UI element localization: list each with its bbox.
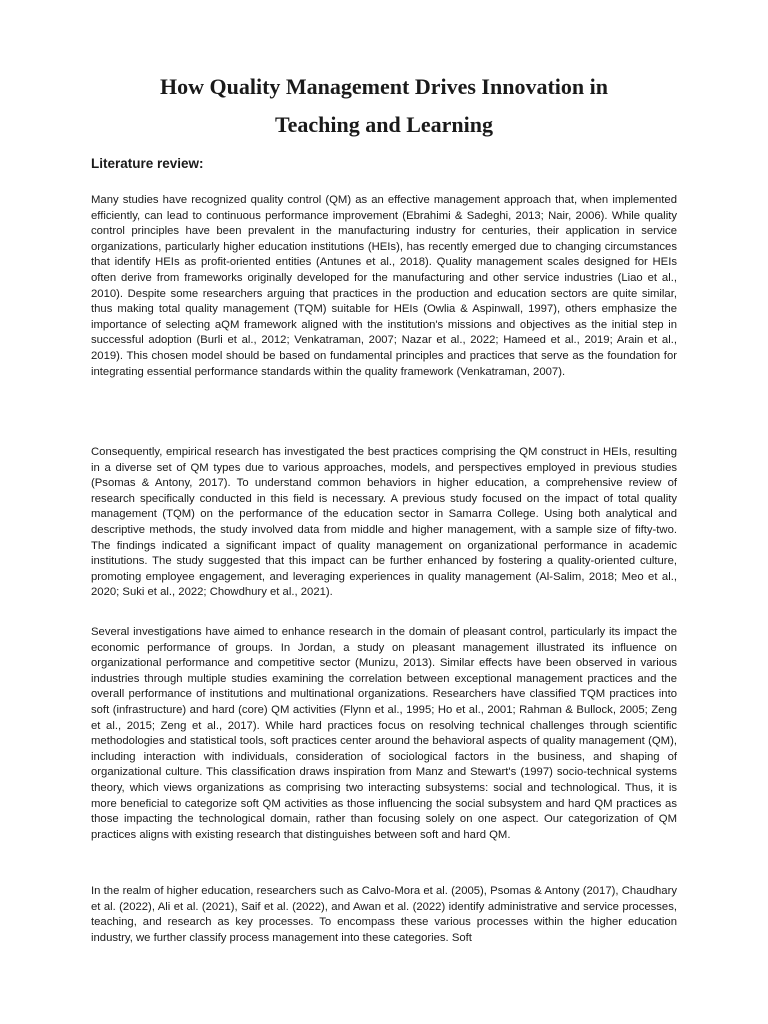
document-title-line-2: Teaching and Learning [274,112,494,137]
paragraph-4: In the realm of higher education, researchers such as Calvo-Mora et al. (2005), Psomas & Antony (2017), Chaudhary et al. (2022), Ali et al. (2021), Saif et al. (2022), and Awan et al. (2022) identify administrative and service processes, teaching, and research as key processes. To encompass these various processes within the higher education industry, we further classify process management into these categories. Soft [91,885,677,944]
document-title-line-1: How Quality Management Drives Innovation in [160,74,608,99]
paragraph-1: Many studies have recognized quality control (QM) as an effective management approach that, when implemented efficiently, can lead to continuous performance improvement (Ebrahimi & Sadeghi, 2013; Nair, 2006). While quality control principles have been prevalent in the manufacturing industry for centuries, their application in service organizations, particularly higher education institutions (HEIs), has recently emerged due to changing circumstances that identify HEIs as profit-oriented entities (Antunes et al., 2018). Quality management scales designed for HEIs often derive from frameworks originally developed for the manufacturing and other service industries (Liao et al., 2010). Despite some researchers arguing that practices in the production and education sectors are quite similar, thus making total quality management (TQM) suitable for HEIs (Owlia & Aspinwall, 1997), others emphasize the importance of selecting aQM framework aligned with the institution's missions and objectives as the initial step in successful adoption (Burli et al., 2012; Venkatraman, 2007; Nazar et al., 2022; Hameed et al., 2019; Arain et al., 2019). This chosen model should be based on fundamental principles and practices that serve as the foundation for integrating essential performance standards within the quality framework (Venkatraman, 2007). [91,194,677,378]
paragraph-3: Several investigations have aimed to enhance research in the domain of pleasant control, particularly its impact the economic performance of groups. In Jordan, a study on pleasant management illustrated its influence on organizational performance and competitive sector (Munizu, 2013). Similar effects have been observed in various industries through multiple studies examining the correlation between exceptional management practices and the overall performance of institutions and multinational organizations. Researchers have classified TQM practices into soft (infrastructure) and hard (core) QM activities (Flynn et al., 1995; Ho et al., 2001; Rahman & Bullock, 2005; Zeng et al., 2015; Zeng et al., 2017). While hard practices focus on resolving technical challenges through scientific methodologies and statistical tools, soft practices center around the behavioral aspects of quality management (QM), including interaction with individuals, consideration of sociological factors in the business, and shaping of organizational culture. This classification draws inspiration from Manz and Stewart's (1997) socio-technical systems theory, which views organizations as comprising two interacting subsystems: social and technological. Thus, it is more beneficial to categorize soft QM activities as those influencing the social subsystem and hard QM practices as those impacting the technological domain, rather than focusing solely on one aspect. Our categorization of QM practices aligns with existing research that distinguishes between soft and hard QM. [91,626,677,841]
section-heading: Literature review: [91,156,204,171]
paragraph-2: Consequently, empirical research has investigated the best practices comprising the QM construct in HEIs, resulting in a diverse set of QM types due to various approaches, models, and perspectives employed in previous studies (Psomas & Antony, 2017). To understand common behaviors in higher education, a comprehensive review of research specifically conducted in this field is necessary. A previous study focused on the impact of total quality management (TQM) on the performance of the education sector in Samarra College. Using both analytical and descriptive methods, the study involved data from middle and higher management, with a sample size of fifty-two. The findings indicated a significant impact of quality management on organizational performance in academic institutions. The study suggested that this impact can be further enhanced by fostering a quality-oriented culture, promoting employee engagement, and leveraging experiences in quality management (Al-Salim, 2018; Meo et al., 2020; Suki et al., 2022; Chowdhury et al., 2021). [91,446,677,599]
